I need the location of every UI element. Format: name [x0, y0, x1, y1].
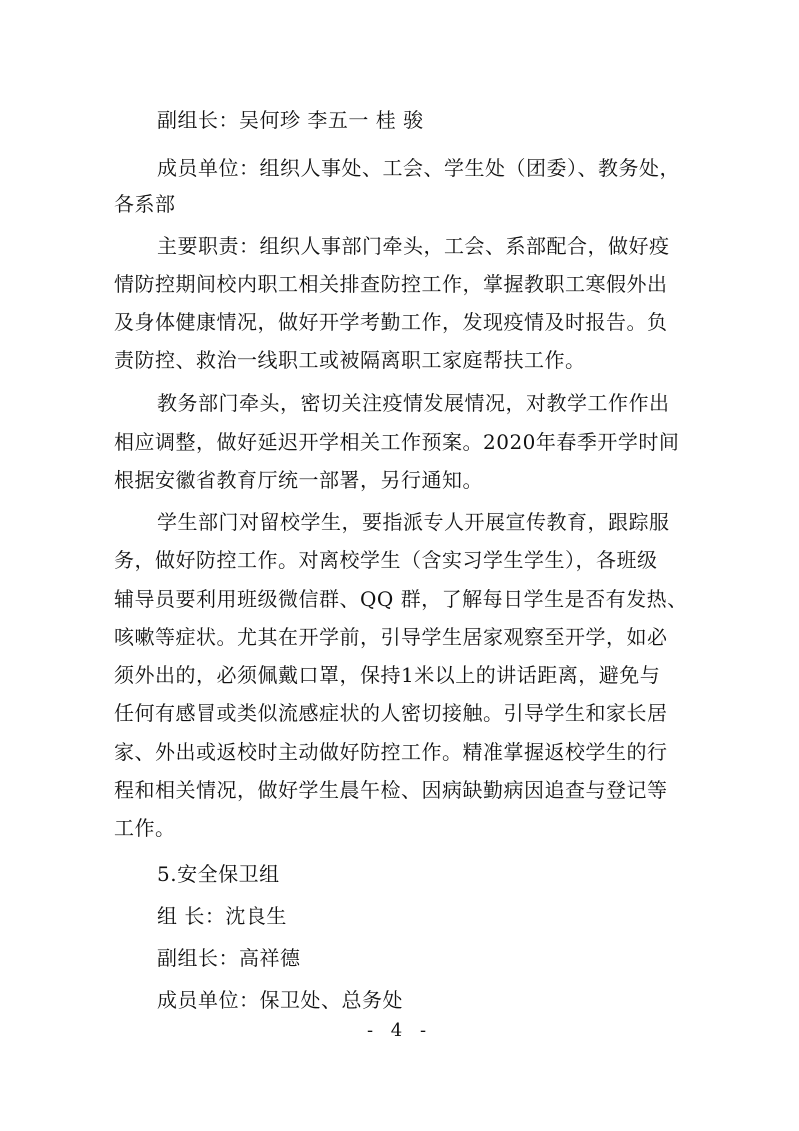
paragraph-line: 辅导员要利用班级微信群、QQ 群，了解每日学生是否有发热、: [114, 587, 688, 611]
paragraph-line: 成员单位：保卫处、总务处: [157, 988, 403, 1012]
paragraph-line: 成员单位：组织人事处、工会、学生处（团委）、教务处，: [157, 156, 680, 180]
paragraph-line: 情防控期间校内职工相关排查防控工作，掌握教职工寒假外出: [114, 272, 668, 296]
paragraph-line: 主要职责：组织人事部门牵头，工会、系部配合，做好疫: [157, 234, 670, 258]
paragraph-line: 家、外出或返校时主动做好防控工作。精准掌握返校学生的行: [114, 740, 668, 764]
paragraph-line: 任何有感冒或类似流感症状的人密切接触。引导学生和家长居: [114, 701, 668, 725]
paragraph-line: 工作。: [114, 816, 176, 840]
paragraph-line: 须外出的，必须佩戴口罩，保持1米以上的讲话距离，避免与: [114, 663, 661, 687]
paragraph-line: 副组长：高祥德: [157, 946, 301, 970]
paragraph-line: 副组长：吴何珍 李五一 桂 骏: [157, 108, 424, 132]
paragraph-line: 务，做好防控工作。对离校学生（含实习学生学生），各班级: [114, 548, 658, 572]
paragraph-line: 教务部门牵头，密切关注疫情发展情况，对教学工作作出: [157, 391, 670, 415]
paragraph-line: 咳嗽等症状。尤其在开学前，引导学生居家观察至开学，如必: [114, 625, 668, 649]
paragraph-line: 及身体健康情况，做好开学考勤工作，发现疫情及时报告。负: [114, 310, 668, 334]
paragraph-line: 责防控、救治一线职工或被隔离职工家庭帮扶工作。: [114, 348, 586, 372]
paragraph-line: 相应调整，做好延迟开学相关工作预案。2020年春季开学时间: [114, 430, 680, 454]
paragraph-line: 根据安徽省教育厅统一部署，另行通知。: [114, 468, 483, 492]
paragraph-line: 各系部: [114, 192, 176, 216]
paragraph-line: 组 长：沈良生: [157, 904, 287, 928]
section-heading: 5.安全保卫组: [157, 862, 280, 886]
page-number: - 4 -: [366, 1020, 433, 1041]
paragraph-line: 程和相关情况，做好学生晨午检、因病缺勤病因追查与登记等: [114, 778, 668, 802]
paragraph-line: 学生部门对留校学生，要指派专人开展宣传教育，跟踪服: [157, 510, 670, 534]
